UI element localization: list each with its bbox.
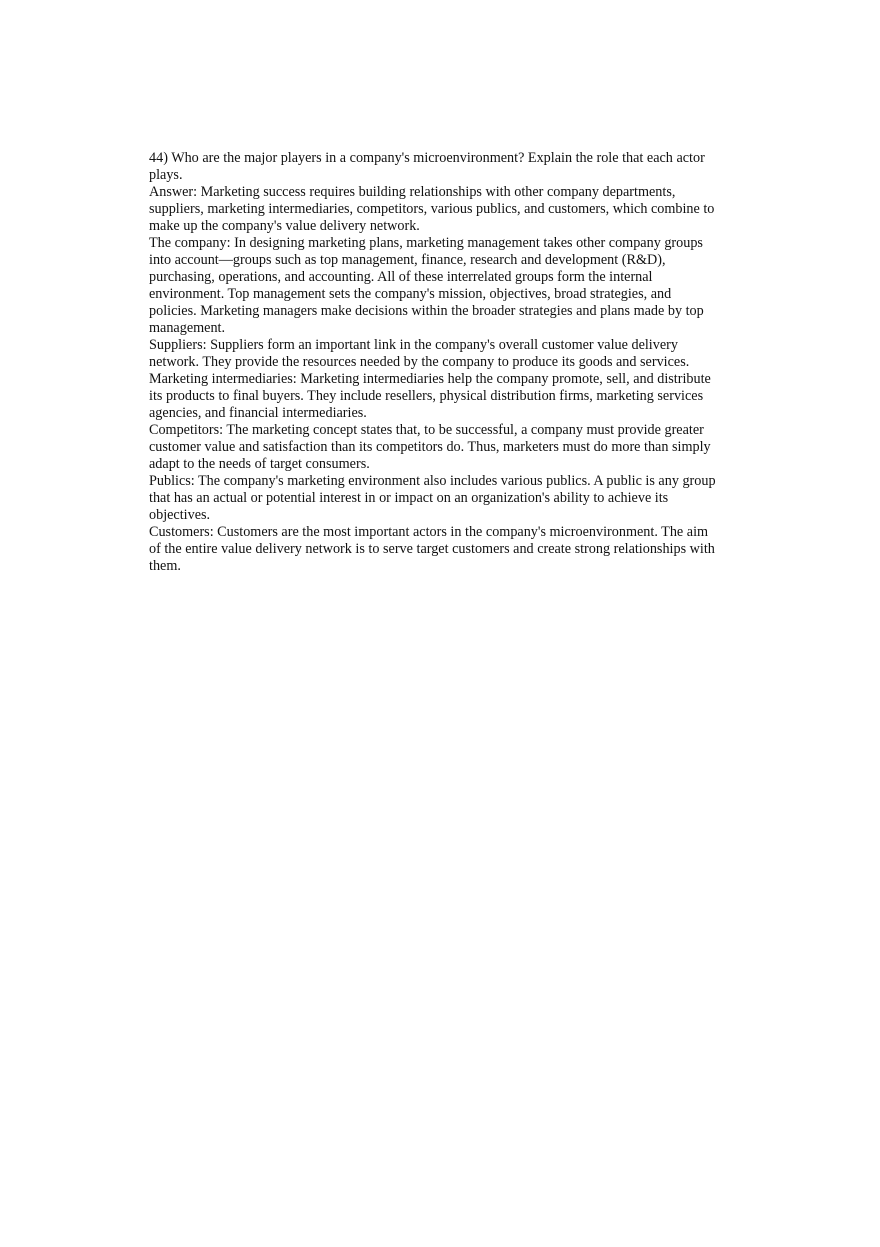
paragraph-competitors: Competitors: The marketing concept states that, to be successful, a company must provide greater customer value and satisfaction than its competitors do. Thus, marketers must do more than simply adapt to the needs of target consumers.: [149, 422, 711, 472]
question-text: 44) Who are the major players in a company's microenvironment? Explain the role that each actor plays.: [149, 150, 705, 183]
paragraph-marketing-intermediaries: Marketing intermediaries: Marketing intermediaries help the company promote, sell, and distribute its products to final buyers. They include resellers, physical distribution firms, marketing services agencies, and financial intermediaries.: [149, 371, 711, 421]
paragraph-customers: Customers: Customers are the most important actors in the company's microenvironment. The aim of the entire value delivery network is to serve target customers and create strong relationships with them.: [149, 524, 715, 574]
answer-intro: Answer: Marketing success requires building relationships with other company departments, suppliers, marketing intermediaries, competitors, various publics, and customers, which combine to make up the company's value delivery network.: [149, 184, 715, 234]
paragraph-suppliers: Suppliers: Suppliers form an important link in the company's overall customer value delivery network. They provide the resources needed by the company to produce its goods and services.: [149, 337, 690, 370]
paragraph-publics: Publics: The company's marketing environment also includes various publics. A public is any group that has an actual or potential interest in or impact on an organization's ability to achieve its objectives.: [149, 473, 716, 523]
document-text-block: [149, 150, 719, 575]
paragraph-company: The company: In designing marketing plans, marketing management takes other company groups into account—groups such as top management, finance, research and development (R&D), purchasing, operations, and accounting. All of these interrelated groups form the internal environment. Top management sets the company's mission, objectives, broad strategies, and policies. Marketing managers make decisions within the broader strategies and plans made by top management.: [149, 235, 704, 336]
